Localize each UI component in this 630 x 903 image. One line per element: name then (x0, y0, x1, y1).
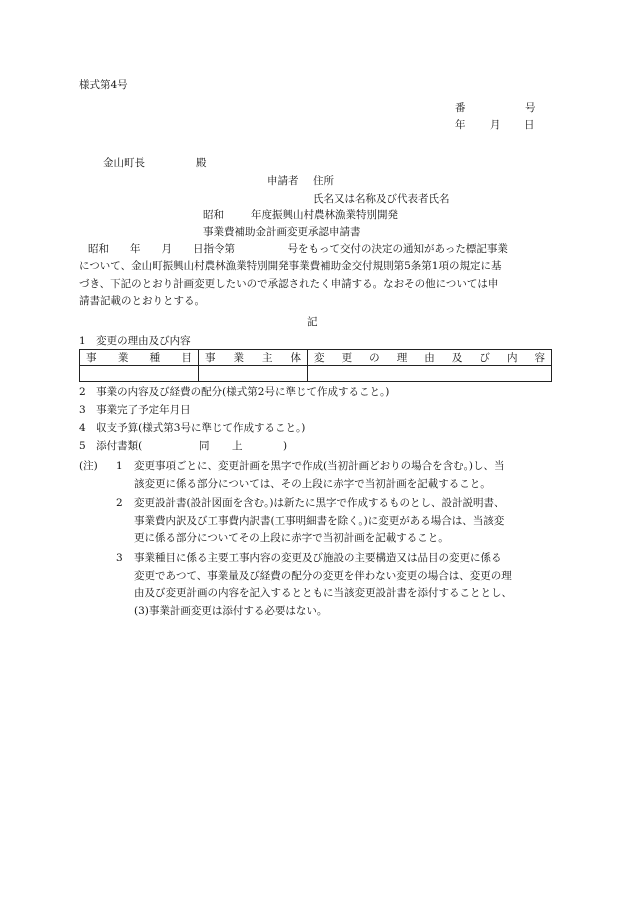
table-header-cell (199, 350, 308, 366)
table-header-char: 体 (290, 352, 301, 364)
note-3-number: 3 (116, 552, 123, 564)
body-line-1: 昭和 年 月 日指令第 号をもって交付の決定の通知があった標記事業 (88, 243, 508, 255)
note-1-line-1: 変更事項ごとに、変更計画を黒字で作成(当初計画どおりの場合を含む。)し、当 (134, 460, 505, 472)
date-month: 月 (490, 119, 501, 131)
table-header-char: 業 (233, 352, 244, 364)
table-header-char: 内 (506, 352, 518, 364)
applicant-name-label: 氏名又は名称及び代表者氏名 (313, 193, 450, 205)
ki-marker: 記 (307, 316, 318, 328)
table-header-cell (80, 350, 199, 366)
section-5-same: 同 (199, 440, 210, 452)
section-4: 4 収支予算(様式第3号に準じて作成すること。) (79, 422, 306, 434)
body-line-4: 請書記載のとおりとする。 (79, 295, 205, 307)
table-header-char: 更 (341, 352, 353, 364)
honorific: 殿 (196, 157, 207, 169)
table-cell (308, 366, 552, 382)
note-3-line-4: (3)事業計画変更は添付する必要はない。 (134, 604, 328, 617)
note-2-line-3: 更に係る部分についてその上段に赤字で当初計画を記載すること。 (134, 532, 449, 544)
note-3-line-3: 由及び変更計画の内容を記入するとともに当該変更設計書を添付することとし、 (134, 587, 512, 599)
change-table (79, 349, 552, 382)
table-header-cell (308, 350, 552, 366)
table-header-row (80, 350, 552, 366)
section-5-label: 5 添付書類( (79, 440, 143, 452)
note-2-number: 2 (116, 497, 123, 509)
table-header-char: 容 (534, 352, 545, 364)
section-2: 2 事業の内容及び経費の配分(様式第2号に準じて作成すること。) (79, 386, 390, 398)
table-header-char: 目 (181, 352, 192, 364)
note-3-line-1: 事業種目に係る主要工事内容の変更及び施設の主要構造又は品目の変更に係る (134, 552, 502, 564)
table-header-char: 業 (117, 352, 129, 364)
section-5-close: ) (283, 440, 288, 452)
table-header-char: 主 (262, 352, 273, 364)
note-3 (134, 550, 512, 620)
table-header-char: 事 (86, 352, 97, 364)
body-line-3: づき、下記のとおり計画変更したいので承認されたく申請する。なおその他については申 (79, 278, 499, 290)
table-header-char: 理 (396, 352, 408, 364)
note-1 (134, 458, 504, 493)
applicant-label: 申請者 (267, 175, 299, 187)
applicant-address-label: 住所 (313, 175, 334, 187)
recipient: 金山町長 (103, 157, 145, 169)
form-number: 様式第4号 (79, 79, 128, 91)
title-line2: 事業費補助金計画変更承認申請書 (203, 226, 361, 238)
note-1-line-2: 該変更に係る部分については、その上段に赤字で当初計画を記載すること。 (134, 477, 491, 490)
table-header-char: の (369, 352, 380, 364)
table-row (80, 366, 552, 382)
table-header-char: 事 (205, 352, 216, 364)
note-2-line-2: 事業費内訳及び工事費内訳書(工事明細書を除く。)に変更がある場合は、当該変 (134, 514, 505, 527)
ref-number-suffix: 号 (525, 102, 536, 114)
table-header-char: び (479, 352, 490, 364)
title-era: 昭和 (203, 209, 224, 221)
table-cell (199, 366, 308, 382)
body-line-2: について、金山町振興山村農林漁業特別開発事業費補助金交付規則第5条第1項の規定に基 (79, 260, 502, 272)
table-cell (80, 366, 199, 382)
table-header-char: 由 (424, 352, 435, 364)
ref-number-label: 番 (455, 102, 466, 114)
section-3: 3 事業完了予定年月日 (79, 404, 191, 416)
note-3-line-2: 変更であつて、事業量及び経費の配分の変更を伴わない変更の場合は、変更の理 (134, 569, 512, 582)
table-header-char: 種 (149, 352, 161, 364)
section-1: 1 変更の理由及び内容 (79, 335, 191, 347)
date-day: 日 (524, 119, 535, 131)
section-5-above: 上 (232, 440, 243, 452)
notes-label: (注) (79, 460, 98, 472)
title-line1: 年度振興山村農林漁業特別開発 (251, 209, 398, 221)
table-header-char: 変 (314, 352, 325, 364)
note-1-number: 1 (116, 460, 123, 472)
table-header-char: 及 (451, 352, 463, 364)
note-2-line-1: 変更設計書(設計図面を含む。)は新たに黒字で作成するものとし、設計説明書、 (134, 497, 505, 509)
note-2 (134, 495, 504, 548)
date-year: 年 (455, 119, 466, 131)
